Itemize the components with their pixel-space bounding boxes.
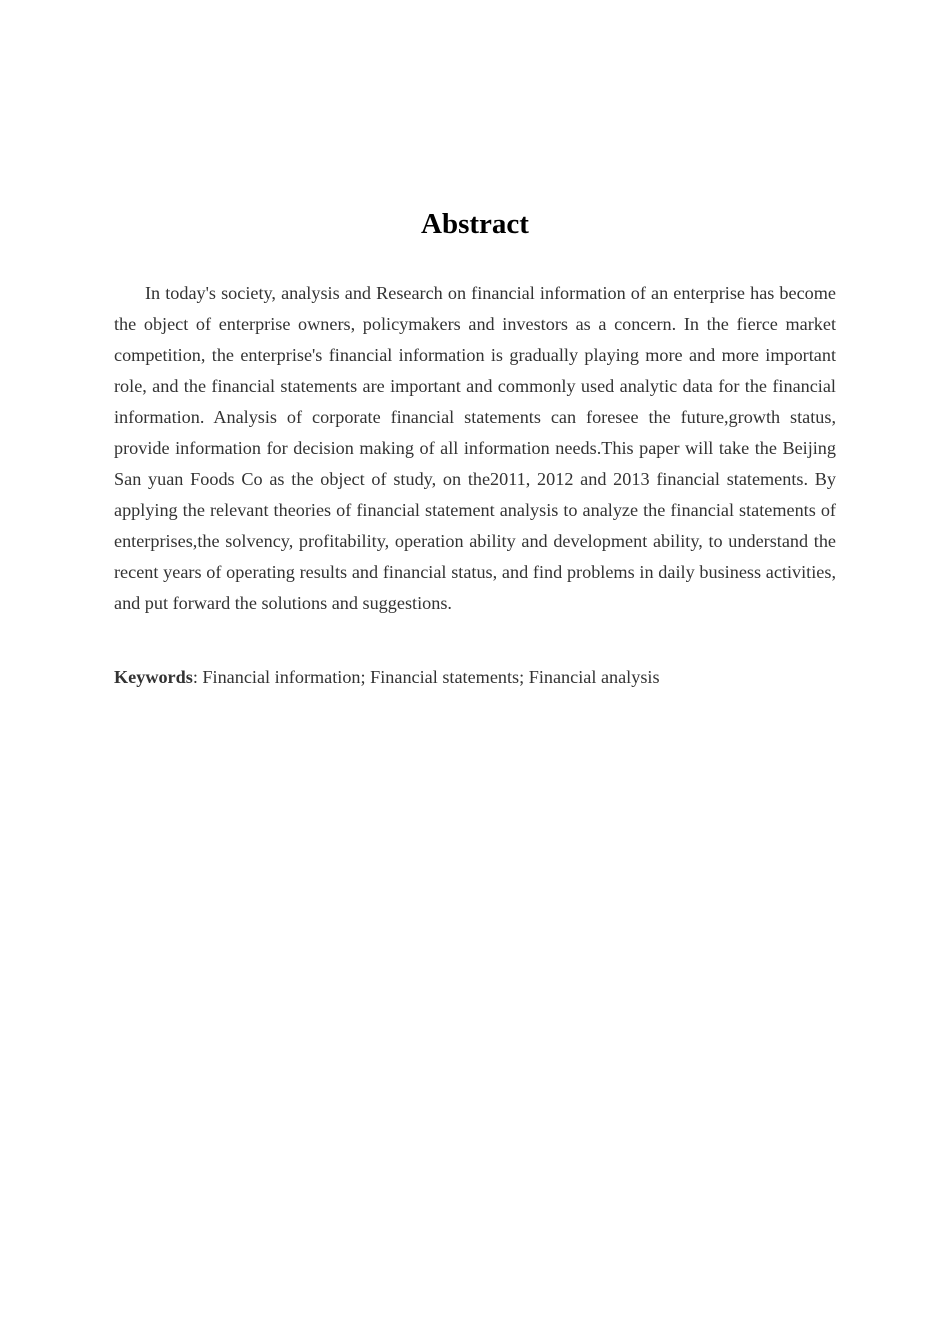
abstract-title: Abstract xyxy=(421,208,529,240)
keywords-separator: : xyxy=(192,667,203,687)
keywords-label: Keywords xyxy=(114,667,193,687)
abstract-body-paragraph: In today's society, analysis and Research on financial information of an enterprise has become the object of enterprise owners, policymakers and investors as a concern. In the fierce market competition, the enterprise's financial information is gradually playing more and more important role, and the financial statements are important and commonly used analytic data for the financial information. Analysis of corporate financial statements can foresee the future,growth status, provide information for decision making of all information needs.This paper will take the Beijing San yuan Foods Co as the object of study, on the2011, 2012 and 2013 financial statements. By applying the relevant theories of financial statement analysis to analyze the financial statements of enterprises,the solvency, profitability, operation ability and development ability, to understand the recent years of operating results and financial status, and find problems in daily business activities, and put forward the solutions and suggestions. xyxy=(114,283,836,613)
keywords-text: Financial information; Financial statements; Financial analysis xyxy=(202,667,660,687)
keywords-line xyxy=(114,662,836,693)
